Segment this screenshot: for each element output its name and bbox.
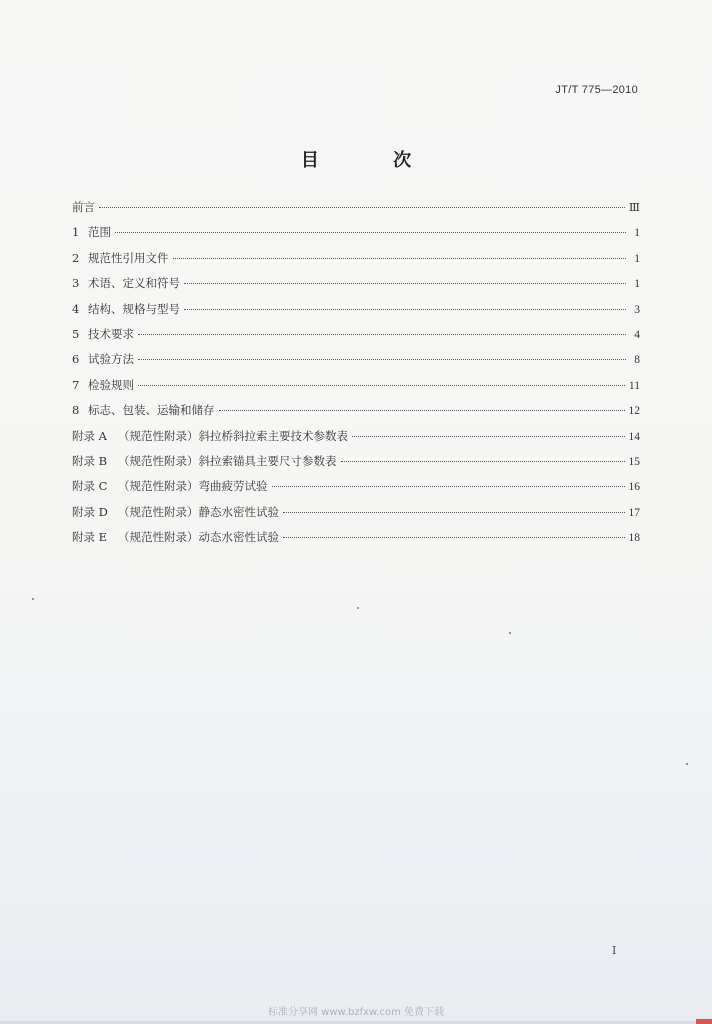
toc-title: 目 次 (300, 150, 446, 171)
toc-leader-dots (115, 232, 626, 233)
toc-leader-dots (219, 410, 625, 411)
toc-entry-label: 标志、包装、运输和储存 (88, 403, 215, 418)
toc-entry-page: 3 (634, 303, 640, 316)
watermark-text: 标准分享网 www.bzfxw.com 免费下载 (268, 1007, 444, 1018)
toc-entry-page: 16 (628, 481, 640, 494)
toc-entry-number: 4 (72, 301, 80, 316)
toc-entry[interactable] (72, 478, 640, 503)
toc-entry-number: 附录 E (72, 530, 108, 545)
toc-entry-label: 前言 (72, 200, 95, 214)
toc-entry[interactable] (72, 224, 640, 249)
toc-entry-label: 术语、定义和符号 (88, 276, 180, 291)
toc-entry-label: （规范性附录）斜拉桥斜拉索主要技术参数表 (118, 428, 348, 443)
toc-entry-label: 结构、规格与型号 (88, 301, 180, 316)
toc-entry-page: 15 (628, 455, 640, 468)
toc-entry-page: 14 (628, 430, 640, 443)
scan-speck (509, 632, 511, 634)
toc-entry[interactable] (72, 275, 640, 300)
scan-speck (32, 598, 34, 600)
toc-leader-dots (352, 436, 625, 437)
toc-leader-dots (283, 537, 625, 538)
toc-leader-dots (138, 359, 626, 360)
toc-entry-page: 17 (628, 506, 640, 519)
toc-entry[interactable] (72, 301, 640, 326)
scan-speck (357, 607, 359, 609)
toc-entry[interactable] (72, 199, 640, 224)
toc-entry-number: 1 (72, 225, 80, 240)
toc-entry[interactable] (72, 453, 640, 478)
toc-entry-number: 8 (72, 403, 80, 418)
toc-leader-dots (341, 461, 625, 462)
toc-entry-page: 1 (634, 278, 640, 291)
toc-entry[interactable] (72, 351, 640, 376)
toc-entry-page: Ⅲ (628, 202, 640, 214)
toc-entry-label: （规范性附录）动态水密性试验 (118, 530, 279, 545)
toc-entry-page: 1 (634, 252, 640, 265)
toc-entry-page: 18 (628, 532, 640, 545)
scan-speck (686, 763, 688, 765)
document-code: JT/T 775—2010 (555, 84, 638, 96)
toc-entry-label: 技术要求 (88, 326, 134, 341)
scan-corner-mark (696, 1019, 712, 1024)
toc-entry-page: 8 (634, 354, 640, 367)
toc-leader-dots (138, 385, 625, 386)
toc-entry-page: 1 (634, 227, 640, 240)
toc-entry-label: 规范性引用文件 (88, 250, 169, 265)
toc-leader-dots (283, 512, 625, 513)
toc-entry-number: 5 (72, 326, 80, 341)
toc-entry[interactable] (72, 529, 640, 554)
toc-entry-number: 7 (72, 377, 80, 392)
toc-entry-label: （规范性附录）弯曲疲劳试验 (118, 479, 268, 494)
toc-entry-label: （规范性附录）静态水密性试验 (118, 504, 279, 519)
toc-entry-label: 范围 (88, 225, 111, 240)
toc-entry[interactable] (72, 402, 640, 427)
toc-leader-dots (99, 207, 625, 208)
toc-entry[interactable] (72, 504, 640, 529)
toc-entry-number: 附录 D (72, 504, 108, 519)
toc-entry-label: （规范性附录）斜拉索锚具主要尺寸参数表 (118, 453, 337, 468)
toc-leader-dots (184, 309, 626, 310)
toc-entry[interactable] (72, 326, 640, 351)
toc-entry-label: 试验方法 (88, 352, 134, 367)
toc-leader-dots (138, 334, 626, 335)
page-number: I (612, 944, 617, 957)
toc-leader-dots (173, 258, 627, 259)
toc-entry-number: 6 (72, 352, 80, 367)
toc-entry-page: 4 (634, 328, 640, 341)
toc-leader-dots (272, 486, 625, 487)
toc-entry[interactable] (72, 428, 640, 453)
toc-entry-page: 12 (628, 405, 640, 418)
toc-entry[interactable] (72, 250, 640, 275)
table-of-contents (72, 199, 640, 554)
toc-entry[interactable] (72, 377, 640, 402)
toc-entry-label: 检验规则 (88, 377, 134, 392)
toc-entry-number: 附录 B (72, 453, 108, 468)
toc-entry-page: 11 (628, 379, 640, 392)
toc-entry-number: 2 (72, 250, 80, 265)
toc-entry-number: 附录 C (72, 479, 108, 494)
toc-entry-number: 3 (72, 276, 80, 291)
toc-entry-number: 附录 A (72, 428, 107, 443)
toc-leader-dots (184, 283, 626, 284)
